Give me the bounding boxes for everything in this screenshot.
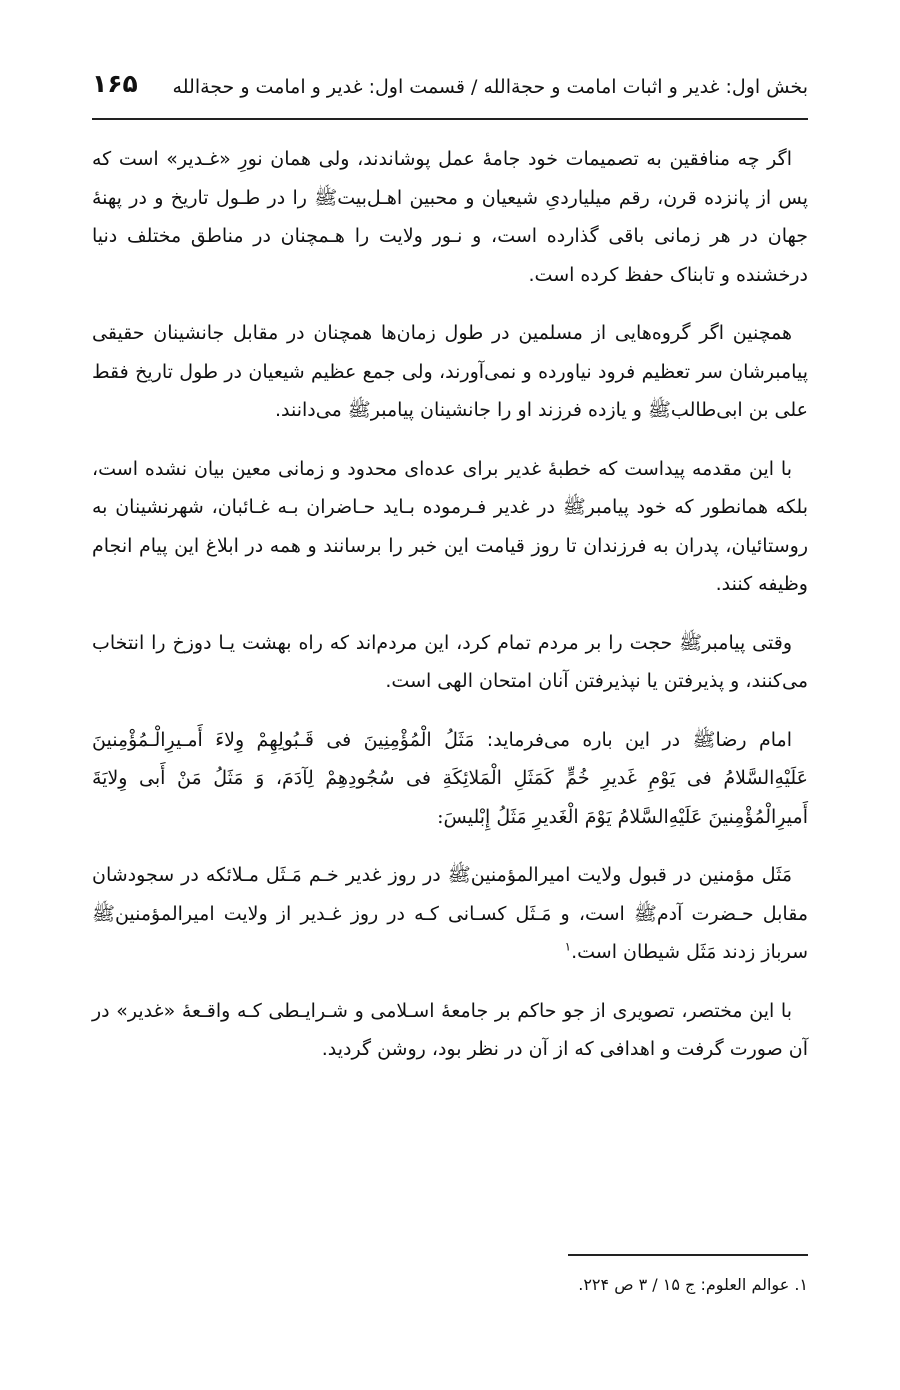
paragraph-2-text: همچنین اگر گروه‌هایی از مسلمین در طول زمان‌ها همچنان در مقابل جانشینان حقیقی پیامبرشان سر تعظیم فرود نیاورده و نمی‌آورند، ولی جمع عظیم شیعیان در طول تاریخ فقط علی بن ابی‌طالبﷺ و یازده فرزند او را جانشینان پیامبرﷺ می‌دانند. xyxy=(92,322,808,421)
imam-reza-paragraph xyxy=(92,721,808,837)
running-title: بخش اول: غدیر و اثبات امامت و حجةالله / قسمت اول: غدیر و امامت و حجةالله xyxy=(172,76,808,98)
paragraph-3 xyxy=(92,450,808,604)
arabic-hadith-quote: مَثَلُ الْمُؤْمِنِینَ فی قَـبُولِهِمْ وِلاءَ أَمـیرِالْـمُؤْمِنینَ عَلَیْهِ‌السَّلامُ فی یَوْمِ غَدیرِ خُمٍّ کَمَثَلِ الْمَلائِکَةِ فی سُجُودِهِمْ لِآدَمَ، وَ مَثَلُ مَنْ أَبی وِلایَةَ أَمیرِالْمُؤْمِنینَ عَلَیْهِ‌السَّلامُ یَوْمَ الْغَدیرِ مَثَلُ إِبْلیسَ: xyxy=(92,728,808,828)
translation-paragraph xyxy=(92,856,808,972)
footnote-marker: ۱ xyxy=(564,939,572,954)
paragraph-2 xyxy=(92,314,808,430)
body-text xyxy=(92,140,808,1089)
imam-intro: امام رضاﷺ در این باره می‌فرماید: xyxy=(474,728,792,751)
paragraph-1 xyxy=(92,140,808,294)
closing-paragraph xyxy=(92,992,808,1069)
footnote-divider xyxy=(568,1254,808,1256)
translation-text: مَثَل مؤمنین در قبول ولایت امیرالمؤمنینﷺ در روز غدیر خـم مَـثَل مـلائکه در سجودشان مقابل حـضرت آدمﷺ است، و مَـثَل کسـانی کـه در روز غـدیر از ولایت امیرالمؤمنینﷺ سرباز زدند مَثَل شیطان است. xyxy=(92,864,808,963)
closing-paragraph-text: با این مختصر، تصویری از جو حاکم بر جامعهٔ اسـلامی و شـرایـطی کـه واقـعهٔ «غدیر» در آن صورت گرفت و اهدافی که از آن در نظر بود، روشن گردید. xyxy=(92,999,808,1060)
paragraph-3-text: با این مقدمه پیداست که خطبهٔ غدیر برای عده‌ای محدود و زمانی معین بیان نشده است، بلکه همانطور که خود پیامبرﷺ در غدیر فـرموده بـاید حـاضران بـه غـائبان، شهرنشینان به روستائیان، پدران به فرزندان تا روز قیامت این خبر را برسانند و همه در ابلاغ این پیام انجام وظیفه کنند. xyxy=(92,457,808,595)
paragraph-4-text: وقتی پیامبرﷺ حجت را بر مردم تمام کرد، این مردم‌اند که راه بهشت یـا دوزخ را انتخاب می‌کنند، و پذیرفتن یا نپذیرفتن آنان امتحان الهی است. xyxy=(92,631,808,692)
paragraph-1-text: اگر چه منافقین به تصمیمات خود جامهٔ عمل پوشاندند، ولی همان نورِ «غـدیر» است که پس از پانزده قرن، رقم میلیاردیِ شیعیان و محبین اهـل‌بیتﷺ را در طـول تاریخ و در پهنهٔ جهان در هر زمانی باقی گذارده است، و نـور ولایت را هـمچنان در مناطق مختلف دنیا درخشنده و تابناک حفظ کرده است. xyxy=(92,148,808,286)
page-header xyxy=(92,62,808,120)
page-number: ۱۶۵ xyxy=(92,69,138,98)
paragraph-4 xyxy=(92,624,808,701)
footnote: ۱. عوالم العلوم: ج ۱۵ / ۳ ص ۲۲۴. xyxy=(578,1275,808,1294)
